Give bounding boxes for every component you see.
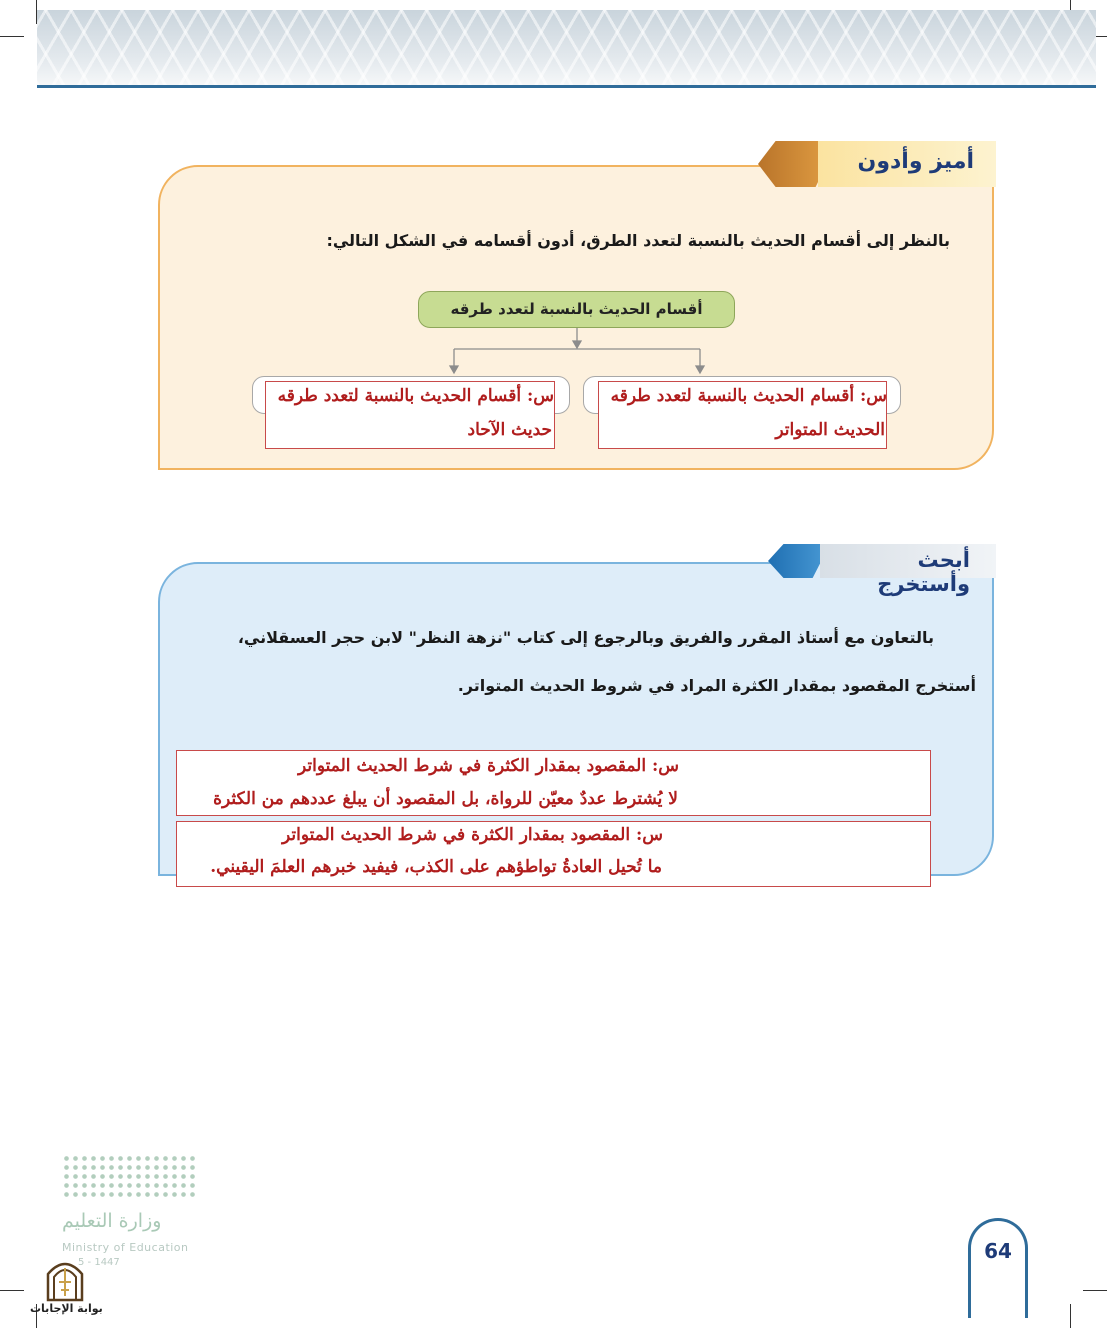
diagram-root-node: أقسام الحديث بالنسبة لتعدد طرقه [418, 291, 735, 328]
ministry-name-english: Ministry of Education [62, 1241, 189, 1254]
research-paragraph-line1: بالتعاون مع أستاذ المقرر والفريق وبالرجوع إلى كتاب "نزهة النظر" لابن حجر العسقلاني، [237, 628, 934, 647]
answer-question-1: س: المقصود بمقدار الكثرة في شرط الحديث المتواتر [298, 756, 679, 776]
portal-name: بوابة الإجابات [30, 1302, 103, 1315]
edition-year: 5 - 1447 [78, 1257, 120, 1268]
answer-text-2: ما تُحيل العادةُ تواطؤهم على الكذب، فيفيد خبرهم العلمَ اليقيني. [210, 857, 662, 877]
section-title: أميز وأدون [857, 149, 974, 174]
ministry-logo-dots-icon [62, 1154, 198, 1198]
section-intro: بالنظر إلى أقسام الحديث بالنسبة لتعدد الطرق، أدون أقسامه في الشكل التالي: [326, 231, 950, 250]
section-title: أبحث وأستخرج [877, 548, 970, 596]
research-paragraph-line2: أستخرج المقصود بمقدار الكثرة المراد في شروط الحديث المتواتر. [457, 676, 976, 695]
answer-question-left: س: أقسام الحديث بالنسبة لتعدد طرقه [277, 386, 554, 406]
answer-text-left: حديث الآحاد [467, 420, 552, 440]
section-tab [820, 544, 996, 596]
answer-text-1: لا يُشترط عددٌ معيّن للرواة، بل المقصود أن يبلغ عددهم من الكثرة [213, 789, 678, 809]
page-number: 64 [984, 1239, 1012, 1263]
answer-text-right: الحديث المتواتر [775, 420, 885, 440]
page-number-tab [968, 1218, 1028, 1318]
answer-question-right: س: أقسام الحديث بالنسبة لتعدد طرقه [610, 386, 887, 406]
portal-emblem-icon [44, 1256, 86, 1302]
answer-question-2: س: المقصود بمقدار الكثرة في شرط الحديث المتواتر [282, 825, 663, 845]
ministry-name-arabic: وزارة التعليم [62, 1210, 162, 1232]
